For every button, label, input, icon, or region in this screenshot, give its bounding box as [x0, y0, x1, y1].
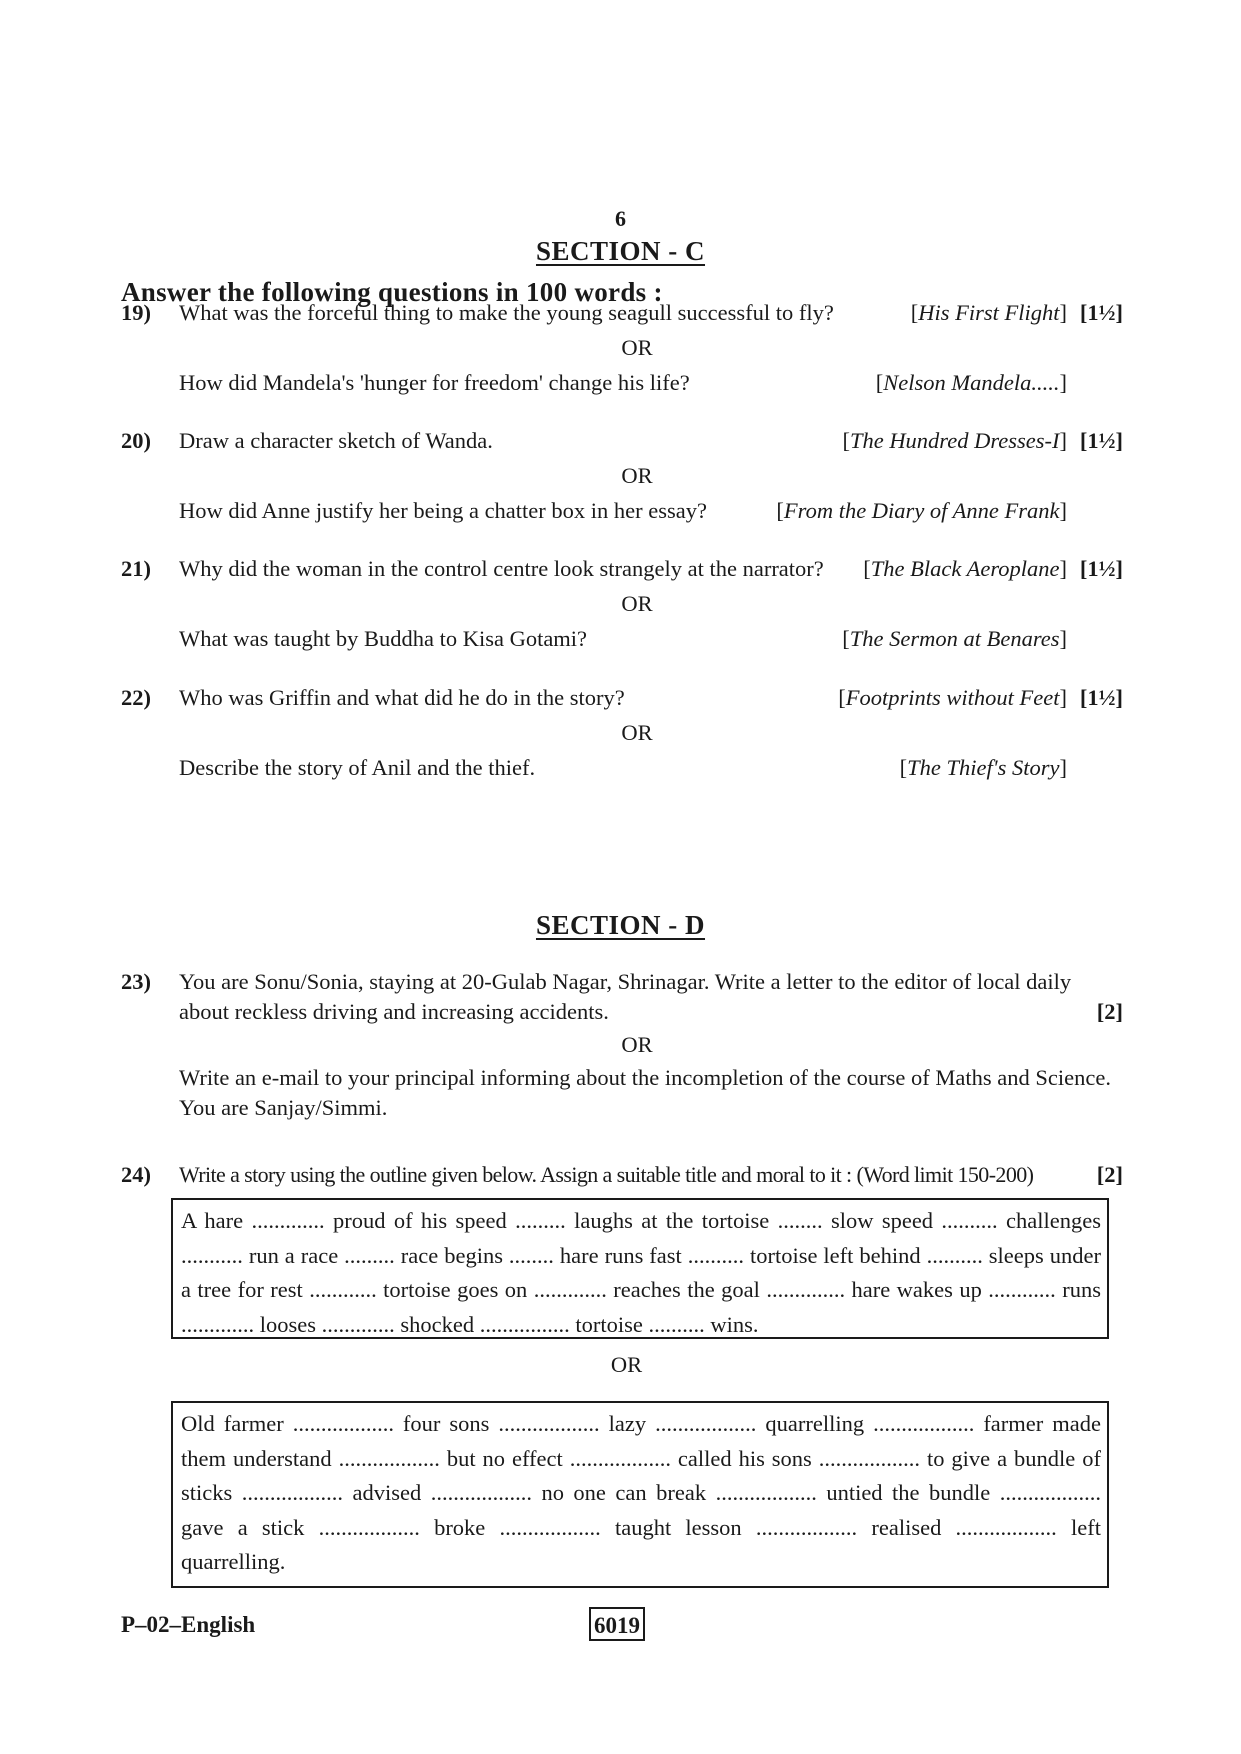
question-22: [121, 681, 1123, 785]
or-separator: OR: [610, 1352, 643, 1377]
or-separator: OR: [621, 1032, 653, 1057]
alternate-question-text: Describe the story of Anil and the thief.: [179, 755, 536, 780]
chapter-reference: [Footprints without Feet]: [838, 685, 1067, 710]
question-number: 21): [121, 556, 151, 581]
question-text: Who was Griffin and what did he do in the story?: [179, 685, 625, 710]
chapter-reference: [The Hundred Dresses-I]: [842, 428, 1067, 453]
story-outline-hare-tortoise: A hare ............. proud of his speed ......... laughs at the tortoise ........ slow speed .......... challenges ........... run a race ......... race begins ........ hare runs fast .......... tortoise left behind .......... sleeps under a tree for rest ............ tortoise goes on ............. reaches the goal .............. hare wakes up ............ runs ............. looses ............. shocked ................ tortoise .......... wins.: [171, 1198, 1109, 1339]
chapter-reference: [The Black Aeroplane]: [863, 556, 1067, 581]
question-number: 24): [121, 1162, 151, 1187]
or-separator: OR: [621, 463, 653, 488]
or-separator: OR: [621, 335, 653, 360]
marks: [2]: [1096, 1162, 1123, 1187]
chapter-reference: [His First Flight]: [910, 300, 1067, 325]
section-c-instruction: Answer the following questions in 100 words :: [121, 277, 663, 307]
question-text: Write a story using the outline given below. Assign a suitable title and moral to it : (Word limit 150-200): [179, 1162, 1034, 1187]
question-24: [121, 1158, 1123, 1192]
or-separator: OR: [621, 720, 653, 745]
page-number: 6: [615, 206, 626, 231]
question-19: [121, 296, 1123, 400]
marks: [1½]: [1079, 556, 1123, 581]
alternate-chapter-reference: [Nelson Mandela.....]: [875, 370, 1067, 395]
page-code-box: 6019: [589, 1607, 645, 1641]
alternate-question-text: Write an e-mail to your principal informing about the incompletion of the course of Maths and Science. You are Sanjay/Simmi.: [179, 1065, 1111, 1120]
story-outline-old-farmer: Old farmer .................. four sons .................. lazy .................. quarrelling .................. farmer made them understand .................. but no effect .................. called his sons .................. to give a bundle of sticks .................. advised .................. no one can break .................. untied the bundle .................. gave a stick .................. broke .................. taught lesson .................. realised .................. left quarrelling.: [171, 1401, 1109, 1588]
question-number: 20): [121, 428, 151, 453]
or-separator: OR: [621, 591, 653, 616]
section-d-title: SECTION - D: [535, 910, 706, 940]
question-text: Draw a character sketch of Wanda.: [179, 428, 493, 453]
question-number: 23): [121, 969, 151, 994]
question-20: [121, 424, 1123, 528]
question-23: [121, 967, 1123, 1123]
marks: [1½]: [1079, 428, 1123, 453]
alternate-question-text: How did Anne justify her being a chatter box in her essay?: [179, 498, 707, 523]
marks: [1½]: [1079, 300, 1123, 325]
question-number: 19): [121, 300, 151, 325]
section-c-title: SECTION - C: [535, 236, 706, 266]
question-text: What was the forceful thing to make the young seagull successful to fly?: [179, 300, 834, 325]
question-21: [121, 552, 1123, 656]
alternate-question-text: What was taught by Buddha to Kisa Gotami?: [179, 626, 588, 651]
alternate-chapter-reference: [From the Diary of Anne Frank]: [776, 498, 1067, 523]
question-text: You are Sonu/Sonia, staying at 20-Gulab Nagar, Shrinagar. Write a letter to the editor of local daily about reckless driving and increasing accidents. [2]: [179, 967, 1123, 1027]
marks: [1½]: [1079, 685, 1123, 710]
marks: [2]: [1096, 999, 1123, 1024]
alternate-question-text: How did Mandela's 'hunger for freedom' change his life?: [179, 370, 690, 395]
question-number: 22): [121, 685, 151, 710]
paper-code: P–02–English: [121, 1612, 256, 1637]
alternate-chapter-reference: [The Sermon at Benares]: [842, 626, 1067, 651]
question-text: Why did the woman in the control centre look strangely at the narrator?: [179, 556, 824, 581]
alternate-chapter-reference: [The Thief's Story]: [899, 755, 1067, 780]
